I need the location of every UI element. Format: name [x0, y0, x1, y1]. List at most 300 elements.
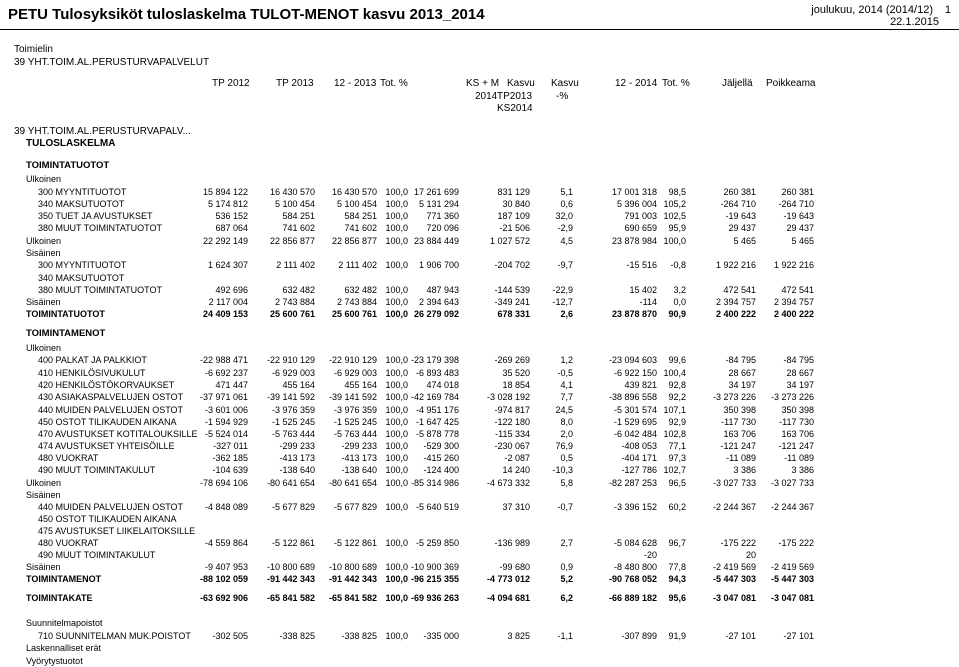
cell-tot-pct-2: 77,8: [668, 562, 686, 572]
cell-tp2013: -6 929 003: [271, 368, 315, 378]
cell-tp2012: -362 185: [212, 453, 248, 463]
cell-ks-m-2014: -1 647 425: [415, 417, 459, 427]
cell-tp2013: 2 743 884: [274, 297, 315, 307]
cell-ks-m-2014: -529 300: [423, 441, 459, 451]
row-label: TOIMINTAKATE: [26, 593, 93, 603]
cell-12-2014: -5 301 574: [613, 405, 657, 415]
cell-tot-pct-2: 102,8: [663, 429, 686, 439]
cell-tp2012: -327 011: [213, 441, 248, 451]
org-label: Toimielin: [14, 44, 53, 55]
cell-jaljella: 260 381: [723, 187, 756, 197]
cell-kasvu-pct: 4,5: [560, 236, 573, 246]
cell-kasvu-pct: 0,9: [560, 562, 573, 572]
cell-12-2014: 690 659: [624, 223, 657, 233]
cell-tp2012: -6 692 237: [204, 368, 248, 378]
cell-tp2013: 584 251: [282, 211, 315, 221]
cell-tot-pct-2: 60,2: [668, 502, 686, 512]
row-label: Ulkoinen: [26, 236, 62, 246]
cell-poikkeama: -2 419 569: [770, 562, 814, 572]
cell-tp2012: -22 988 471: [199, 355, 248, 365]
cell-12-2013: -5 122 861: [333, 538, 377, 548]
cell-poikkeama: -3 027 733: [770, 478, 814, 488]
section-toimintatuotot: TOIMINTATUOTOT: [26, 160, 110, 171]
section-toimintamenot: TOIMINTAMENOT: [26, 328, 106, 339]
cell-tp2013: 741 602: [282, 223, 315, 233]
row-label: 474 AVUSTUKSET YHTEISÖILLE: [38, 441, 175, 451]
cell-jaljella: 34 197: [728, 380, 756, 390]
cell-12-2013: 5 100 454: [336, 199, 377, 209]
cell-poikkeama: -175 222: [778, 538, 814, 548]
table-row: [0, 186, 959, 198]
cell-tot-pct-2: 96,5: [668, 478, 686, 488]
cell-12-2014: -20: [643, 550, 657, 560]
cell-jaljella: -121 247: [720, 441, 756, 451]
cell-ks-m-2014: 1 906 700: [418, 260, 459, 270]
cell-jaljella: -175 222: [720, 538, 756, 548]
col-12-2014: 12 - 2014: [615, 78, 658, 89]
cell-jaljella: -5 447 303: [712, 574, 756, 584]
cell-ks-m-2014: -5 259 850: [415, 538, 459, 548]
row-label: 450 OSTOT TILIKAUDEN AIKANA: [38, 417, 177, 427]
cell-tp2012: -3 601 006: [204, 405, 248, 415]
cell-jaljella: -3 027 733: [712, 478, 756, 488]
cell-tot-pct-1: 100,0: [385, 309, 408, 319]
cell-kasvu: -4 673 332: [486, 478, 530, 488]
col-kasvu-pct-sign: -%: [556, 91, 569, 102]
row-label: Ulkoinen: [26, 174, 62, 184]
row-label: 350 TUET JA AVUSTUKSET: [38, 211, 153, 221]
cell-tot-pct-1: 100,0: [385, 465, 408, 475]
cell-poikkeama: -84 795: [783, 355, 814, 365]
col-ks-year: 2014: [475, 91, 498, 102]
cell-tp2012: 22 292 149: [202, 236, 248, 246]
cell-tot-pct-1: 100,0: [385, 392, 408, 402]
cell-12-2013: 632 482: [344, 285, 377, 295]
cell-ks-m-2014: -335 000: [423, 631, 459, 641]
cell-poikkeama: -3 047 081: [770, 593, 814, 603]
cell-kasvu: 1 027 572: [489, 236, 530, 246]
cell-poikkeama: 2 400 222: [773, 309, 814, 319]
cell-kasvu-pct: 2,0: [560, 429, 573, 439]
row-label: Laskennalliset erät: [26, 643, 102, 653]
cell-12-2013: -5 677 829: [333, 502, 377, 512]
cell-12-2013: -299 233: [341, 441, 377, 451]
cell-tot-pct-1: 100,0: [385, 297, 408, 307]
cell-tot-pct-1: 100,0: [385, 199, 408, 209]
cell-poikkeama: -19 643: [783, 211, 814, 221]
cell-tot-pct-2: 107,1: [663, 405, 686, 415]
cell-jaljella: -2 244 367: [712, 502, 756, 512]
row-label: Sisäinen: [26, 562, 61, 572]
col-tp2013: TP 2013: [276, 78, 314, 89]
cell-12-2013: -39 141 592: [328, 392, 377, 402]
cell-tp2013: -39 141 592: [266, 392, 315, 402]
cell-tot-pct-1: 100,0: [385, 478, 408, 488]
cell-12-2014: -6 922 150: [613, 368, 657, 378]
org-value: 39 YHT.TOIM.AL.PERUSTURVAPALVELUT: [14, 57, 210, 68]
cell-12-2014: -127 786: [621, 465, 657, 475]
table-row: [0, 391, 959, 403]
cell-kasvu-pct: -1,1: [557, 631, 573, 641]
header-divider: [0, 29, 959, 30]
table-row: [0, 198, 959, 210]
row-label: Sisäinen: [26, 248, 61, 258]
cell-tp2013: -138 640: [279, 465, 315, 475]
cell-tot-pct-2: 100,4: [663, 368, 686, 378]
table-row: [0, 428, 959, 440]
row-label: 340 MAKSUTUOTOT: [38, 199, 125, 209]
cell-tot-pct-1: 100,0: [385, 355, 408, 365]
cell-12-2014: -66 889 182: [608, 593, 657, 603]
cell-tp2012: 1 624 307: [207, 260, 248, 270]
cell-kasvu: -230 067: [494, 441, 530, 451]
cell-poikkeama: 163 706: [781, 429, 814, 439]
table-row: [0, 549, 959, 561]
cell-tot-pct-1: 100,0: [385, 380, 408, 390]
cell-poikkeama: -2 244 367: [770, 502, 814, 512]
cell-12-2013: 25 600 761: [331, 309, 377, 319]
row-label: TOIMINTAMENOT: [26, 574, 102, 584]
cell-tp2012: 492 696: [215, 285, 248, 295]
table-row: [0, 525, 959, 537]
cell-ks-m-2014: -4 951 176: [415, 405, 459, 415]
cell-jaljella: -11 089: [726, 453, 756, 463]
cell-tot-pct-1: 100,0: [385, 593, 408, 603]
cell-tot-pct-1: 100,0: [385, 538, 408, 548]
row-label: 340 MAKSUTUOTOT: [38, 273, 125, 283]
cell-kasvu: -115 334: [495, 429, 530, 439]
cell-12-2014: -3 396 152: [613, 502, 657, 512]
row-label: 480 VUOKRAT: [38, 453, 99, 463]
col-kasvu-tp2013: TP2013: [497, 91, 533, 102]
cell-kasvu-pct: -0,7: [557, 502, 573, 512]
table-row: [0, 342, 959, 354]
cell-tot-pct-1: 100,0: [385, 631, 408, 641]
row-label: 480 VUOKRAT: [38, 538, 99, 548]
col-poikkeama: Poikkeama: [766, 78, 816, 89]
cell-kasvu: -4 094 681: [486, 593, 530, 603]
table-row: [0, 210, 959, 222]
cell-kasvu-pct: -0,5: [557, 368, 573, 378]
cell-12-2013: 2 111 402: [338, 260, 377, 270]
cell-tp2013: 632 482: [282, 285, 315, 295]
cell-ks-m-2014: -124 400: [423, 465, 459, 475]
cell-ks-m-2014: 26 279 092: [413, 309, 459, 319]
col-kasvu-ks2014: KS2014: [497, 103, 533, 114]
cell-kasvu: 37 310: [502, 502, 530, 512]
row-label: Ulkoinen: [26, 343, 62, 353]
cell-12-2014: 439 821: [624, 380, 657, 390]
cell-kasvu-pct: -2,9: [557, 223, 573, 233]
cell-ks-m-2014: -96 215 355: [410, 574, 459, 584]
cell-kasvu: 3 825: [507, 631, 530, 641]
cell-kasvu-pct: -22,9: [552, 285, 573, 295]
cell-tot-pct-2: 0,0: [673, 297, 686, 307]
cell-poikkeama: -121 247: [778, 441, 814, 451]
cell-poikkeama: 3 386: [791, 465, 814, 475]
cell-tot-pct-1: 100,0: [385, 453, 408, 463]
cell-tot-pct-2: 99,6: [668, 355, 686, 365]
cell-12-2014: -1 529 695: [613, 417, 657, 427]
cell-tot-pct-1: 100,0: [385, 405, 408, 415]
row-label: TOIMINTATUOTOT: [26, 309, 105, 319]
cell-kasvu: 30 840: [502, 199, 530, 209]
unit-name: 39 YHT.TOIM.AL.PERUSTURVAPALV...: [14, 126, 191, 137]
cell-kasvu-pct: 5,8: [560, 478, 573, 488]
cell-tot-pct-2: 96,7: [668, 538, 686, 548]
cell-tot-pct-2: 97,3: [668, 453, 686, 463]
cell-tp2012: -78 694 106: [199, 478, 248, 488]
row-label: 430 ASIAKASPALVELUJEN OSTOT: [38, 392, 184, 402]
cell-poikkeama: -3 273 226: [770, 392, 814, 402]
table-row: [0, 354, 959, 366]
cell-kasvu-pct: 8,0: [560, 417, 573, 427]
cell-12-2014: -90 768 052: [608, 574, 657, 584]
cell-ks-m-2014: -69 936 263: [410, 593, 459, 603]
cell-ks-m-2014: -6 893 483: [415, 368, 459, 378]
table-row: [0, 630, 959, 642]
cell-tot-pct-1: 100,0: [385, 223, 408, 233]
cell-jaljella: 3 386: [733, 465, 756, 475]
cell-ks-m-2014: -415 260: [423, 453, 459, 463]
cell-tp2013: -338 825: [279, 631, 315, 641]
cell-tot-pct-1: 100,0: [385, 260, 408, 270]
cell-jaljella: 29 437: [728, 223, 756, 233]
cell-12-2014: 791 003: [624, 211, 657, 221]
table-row: [0, 617, 959, 629]
cell-kasvu: -4 773 012: [486, 574, 530, 584]
cell-12-2013: -338 825: [341, 631, 377, 641]
cell-kasvu-pct: 0,5: [560, 453, 573, 463]
cell-12-2013: -1 525 245: [333, 417, 377, 427]
table-row: [0, 477, 959, 489]
cell-jaljella: 20: [745, 550, 756, 560]
cell-tp2012: -4 559 864: [204, 538, 248, 548]
cell-tp2012: 15 894 122: [202, 187, 248, 197]
cell-tot-pct-1: 100,0: [385, 429, 408, 439]
col-tot-2: Tot. %: [662, 78, 690, 89]
cell-poikkeama: 1 922 216: [773, 260, 814, 270]
cell-jaljella: -27 101: [725, 631, 756, 641]
cell-kasvu: 14 240: [502, 465, 530, 475]
col-ks-m: KS + M: [466, 78, 500, 89]
cell-tp2013: -1 525 245: [271, 417, 315, 427]
table-row: [0, 247, 959, 259]
cell-12-2014: -408 053: [621, 441, 657, 451]
unit-statement: TULOSLASKELMA: [26, 138, 116, 149]
cell-12-2013: 455 164: [344, 380, 377, 390]
cell-jaljella: -19 643: [725, 211, 756, 221]
cell-12-2013: -413 173: [341, 453, 377, 463]
table-row: [0, 173, 959, 185]
cell-tp2013: 22 856 877: [269, 236, 315, 246]
row-label: 710 SUUNNITELMAN MUK.POISTOT: [38, 631, 191, 641]
cell-tot-pct-2: 95,9: [668, 223, 686, 233]
cell-tp2013: -10 800 689: [266, 562, 315, 572]
cell-tp2013: -5 677 829: [271, 502, 315, 512]
row-label: 380 MUUT TOIMINTATUOTOT: [38, 285, 163, 295]
table-row: [0, 464, 959, 476]
cell-tp2013: -22 910 129: [266, 355, 315, 365]
cell-tot-pct-2: 94,3: [668, 574, 686, 584]
table-row: [0, 592, 959, 604]
table-row: [0, 440, 959, 452]
row-label: 380 MUUT TOIMINTATUOTOT: [38, 223, 163, 233]
cell-ks-m-2014: 771 360: [426, 211, 459, 221]
cell-tp2012: -37 971 061: [199, 392, 248, 402]
cell-kasvu-pct: 5,1: [560, 187, 573, 197]
cell-kasvu: -3 028 192: [486, 392, 530, 402]
table-row: [0, 272, 959, 284]
cell-jaljella: -264 710: [720, 199, 756, 209]
cell-12-2013: -138 640: [341, 465, 377, 475]
cell-12-2013: 2 743 884: [336, 297, 377, 307]
cell-12-2013: -22 910 129: [328, 355, 377, 365]
cell-ks-m-2014: -85 314 986: [410, 478, 459, 488]
cell-tp2013: 455 164: [282, 380, 315, 390]
table-row: [0, 452, 959, 464]
cell-jaljella: -117 730: [721, 417, 756, 427]
cell-kasvu-pct: 24,5: [555, 405, 573, 415]
cell-tp2012: 24 409 153: [202, 309, 248, 319]
cell-poikkeama: 2 394 757: [773, 297, 814, 307]
cell-tp2013: -299 233: [279, 441, 315, 451]
cell-jaljella: 28 667: [728, 368, 756, 378]
table-row: [0, 308, 959, 320]
cell-tot-pct-1: 100,0: [385, 562, 408, 572]
cell-poikkeama: 28 667: [786, 368, 814, 378]
cell-tp2012: 2 117 004: [208, 297, 248, 307]
cell-poikkeama: 260 381: [781, 187, 814, 197]
cell-tp2012: -88 102 059: [199, 574, 248, 584]
table-row: [0, 642, 959, 654]
cell-12-2013: -65 841 582: [328, 593, 377, 603]
table-row: [0, 259, 959, 271]
cell-kasvu-pct: 2,7: [560, 538, 573, 548]
cell-12-2014: 17 001 318: [611, 187, 657, 197]
cell-tp2012: -9 407 953: [204, 562, 248, 572]
cell-tp2012: -5 524 014: [204, 429, 248, 439]
cell-kasvu: 35 520: [502, 368, 530, 378]
cell-jaljella: 1 922 216: [715, 260, 756, 270]
cell-jaljella: -2 419 569: [712, 562, 756, 572]
cell-tot-pct-1: 100,0: [385, 236, 408, 246]
table-row: [0, 573, 959, 585]
row-label: 300 MYYNTITUOTOT: [38, 187, 127, 197]
cell-12-2014: -404 171: [621, 453, 657, 463]
cell-12-2013: 584 251: [344, 211, 377, 221]
cell-tp2012: -4 848 089: [204, 502, 248, 512]
cell-12-2013: -3 976 359: [333, 405, 377, 415]
cell-kasvu: -122 180: [494, 417, 530, 427]
cell-ks-m-2014: 23 884 449: [413, 236, 459, 246]
row-label: Suunnitelmapoistot: [26, 618, 103, 628]
cell-12-2014: 15 402: [629, 285, 657, 295]
cell-kasvu-pct: -12,7: [552, 297, 573, 307]
cell-tot-pct-1: 100,0: [385, 441, 408, 451]
table-row: [0, 513, 959, 525]
cell-poikkeama: -11 089: [784, 453, 814, 463]
table-row: [0, 222, 959, 234]
cell-jaljella: 163 706: [723, 429, 756, 439]
cell-12-2014: 5 396 004: [616, 199, 657, 209]
table-row: [0, 561, 959, 573]
table-row: [0, 655, 959, 667]
cell-jaljella: -84 795: [725, 355, 756, 365]
col-kasvu: Kasvu: [507, 78, 535, 89]
row-label: 470 AVUSTUKSET KOTITALOUKSILLE: [38, 429, 198, 439]
cell-tot-pct-2: 91,9: [668, 631, 686, 641]
row-label: 300 MYYNTITUOTOT: [38, 260, 127, 270]
cell-jaljella: 5 465: [733, 236, 756, 246]
cell-tot-pct-2: -0,8: [670, 260, 686, 270]
cell-ks-m-2014: 720 096: [426, 223, 459, 233]
cell-kasvu: -2 087: [504, 453, 530, 463]
row-label: Vyörytystuotot: [26, 656, 83, 666]
cell-tp2013: -5 763 444: [271, 429, 315, 439]
cell-12-2013: -80 641 654: [328, 478, 377, 488]
table-row: [0, 416, 959, 428]
row-label: 475 AVUSTUKSET LIIKELAITOKSILLE: [38, 526, 196, 536]
cell-kasvu: 831 129: [497, 187, 530, 197]
cell-tp2012: 5 174 812: [207, 199, 248, 209]
cell-12-2013: 741 602: [344, 223, 377, 233]
cell-tot-pct-2: 90,9: [668, 309, 686, 319]
cell-jaljella: 2 394 757: [715, 297, 756, 307]
cell-kasvu-pct: -10,3: [552, 465, 573, 475]
col-jaljella: Jäljellä: [722, 78, 753, 89]
cell-tp2013: -413 173: [279, 453, 315, 463]
cell-tot-pct-1: 100,0: [385, 502, 408, 512]
table-row: [0, 367, 959, 379]
cell-tot-pct-2: 102,5: [663, 211, 686, 221]
cell-tot-pct-2: 95,6: [668, 593, 686, 603]
cell-12-2014: -15 516: [626, 260, 657, 270]
cell-jaljella: 350 398: [723, 405, 756, 415]
cell-tp2012: 536 152: [215, 211, 248, 221]
cell-poikkeama: -117 730: [779, 417, 814, 427]
table-row: [0, 537, 959, 549]
cell-ks-m-2014: 487 943: [426, 285, 459, 295]
row-label: 410 HENKILÖSIVUKULUT: [38, 368, 146, 378]
table-row: [0, 296, 959, 308]
cell-12-2014: -82 287 253: [608, 478, 657, 488]
cell-kasvu-pct: 76,9: [555, 441, 573, 451]
cell-tp2012: -1 594 929: [204, 417, 248, 427]
cell-ks-m-2014: 5 131 294: [418, 199, 459, 209]
cell-tp2013: -80 641 654: [266, 478, 315, 488]
col-12-2013: 12 - 2013: [334, 78, 377, 89]
cell-kasvu-pct: 5,2: [560, 574, 573, 584]
cell-poikkeama: 5 465: [791, 236, 814, 246]
cell-kasvu: -144 539: [494, 285, 530, 295]
cell-tot-pct-2: 102,7: [663, 465, 686, 475]
cell-kasvu-pct: 7,7: [560, 392, 573, 402]
cell-kasvu: -136 989: [494, 538, 530, 548]
cell-tot-pct-1: 100,0: [385, 211, 408, 221]
cell-12-2014: -8 480 800: [613, 562, 657, 572]
cell-kasvu: -99 680: [499, 562, 530, 572]
cell-poikkeama: 472 541: [781, 285, 814, 295]
cell-tot-pct-2: 98,5: [668, 187, 686, 197]
cell-ks-m-2014: 17 261 699: [413, 187, 459, 197]
cell-kasvu-pct: -9,7: [557, 260, 573, 270]
report-date: 22.1.2015: [890, 16, 939, 28]
cell-12-2014: -6 042 484: [613, 429, 657, 439]
cell-tot-pct-1: 100,0: [385, 285, 408, 295]
cell-tot-pct-1: 100,0: [385, 187, 408, 197]
cell-tot-pct-1: 100,0: [385, 417, 408, 427]
